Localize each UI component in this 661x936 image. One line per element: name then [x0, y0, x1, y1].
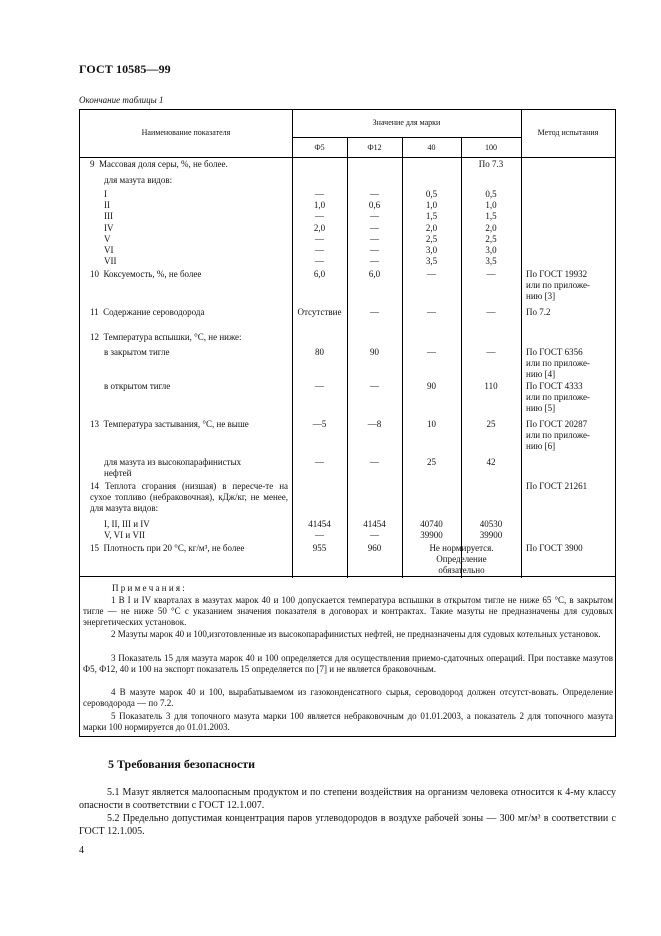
row-flash-closed-f5: 80 [315, 347, 324, 357]
note-5: 5 Показатель 3 для топочного мазута марки 100 является небраковочным до 01.01.2003, а показатель 2 для топочного мазута марки 100 нормируется до 01.01.2003. [83, 711, 613, 732]
specification-table [79, 109, 616, 577]
row-heat-100: 40530 39900 [479, 519, 503, 540]
sulfur-values-100: 0,5 1,0 1,5 2,0 2,5 3,0 3,5 [485, 189, 497, 267]
row-flash-closed-f12: 90 [370, 347, 379, 357]
row-pour-method: По ГОСТ 20287 или по приложе- нию [6] [526, 419, 590, 451]
note-4: 4 В мазуте марок 40 и 100, вырабатываемом из газоконденсатного сырья, сероводород должен отсутст-вовать. Определение сероводорода — по 7.2. [83, 687, 613, 708]
row-sulfur-name: 9 Массовая доля серы, %, не более. [90, 159, 228, 169]
header-grade-40: 40 [427, 143, 436, 152]
row-coke-name: 10 Коксуемость, %, не более [90, 269, 202, 279]
sulfur-values-f12: — 0,6 — — — — — [368, 189, 381, 267]
header-values-group: Значение для марки [372, 118, 441, 127]
row-density-method: По ГОСТ 3900 [526, 543, 583, 553]
row-flash-closed-40: — [427, 347, 436, 357]
row-flash-open-40: 90 [427, 381, 436, 391]
paragraph-5-2: 5.2 Предельно допустимая концентрация паров углеводородов в воздухе рабочей зоны — 300 мг/м³ в соответствии с ГОСТ 12.1.005. [79, 813, 616, 837]
row-coke-40: — [427, 269, 436, 279]
row-heat-40: 40740 39900 [420, 519, 443, 540]
paragraph-5-1: 5.1 Мазут является малоопасным продуктом и по степени воздействия на организм человека относится к 4-му классу опасности в соответствии с ГОСТ 12.1.007. [79, 787, 616, 811]
row-pour-name: 13 Температура застывания, °С, не выше [90, 419, 249, 429]
sulfur-values-40: 0,5 1,0 1,5 2,0 2,5 3,0 3,5 [425, 189, 438, 267]
page-number: 4 [79, 845, 84, 856]
row-pour-paraffin-40: 25 [427, 457, 436, 467]
section-title: 5 Требования безопасности [108, 757, 256, 771]
row-heat-kinds-2: V, VI и VII [104, 530, 145, 540]
row-coke-method: По ГОСТ 19932 или по приложе- нию [3] [526, 269, 590, 301]
row-flash-closed-100: — [486, 347, 496, 357]
row-pour-40: 10 [427, 419, 436, 429]
table-vline [521, 110, 522, 578]
row-h2s-40: — [427, 307, 436, 317]
row-flash-open-100: 110 [484, 381, 498, 391]
row-pour-paraffin-f5: — [315, 457, 324, 467]
table-hline [80, 157, 615, 158]
row-sulfur-subtitle: для мазута видов: [104, 175, 173, 185]
row-coke-f12: 6,0 [368, 269, 381, 279]
row-heat-name: 14 Теплота сгорания (низшая) в пересче-те на сухое топливо (небраковочная), кДж/кг, не менее, для мазута видов: [90, 481, 288, 513]
row-h2s-method: По 7.2 [526, 307, 551, 317]
header-test-method: Метод испытания [537, 128, 599, 137]
row-pour-paraffin-f12: — [370, 457, 379, 467]
table-hline [292, 137, 521, 138]
row-h2s-f12: — [370, 307, 379, 317]
row-pour-f12: —8 [367, 419, 382, 429]
row-pour-100: 25 [486, 419, 496, 429]
notes-heading: П р и м е ч а н и я : [112, 583, 185, 593]
row-density-name: 15 Плотность при 20 °С, кг/м³, не более [90, 543, 245, 553]
note-2: 2 Мазуты марок 40 и 100,изготовленные из высокопарафинистых нефтей, не предназначены для судовых котельных установок. [111, 629, 601, 639]
row-heat-kinds-1: I, II, III и IV [104, 519, 150, 529]
note-1: 1 В I и IV кварталах в мазутах марок 40 и 100 допускается температура вспышки в открытом тигле не ниже 65 °С, в закрытом тигле — не ниже 50 °С с указанием значения показателя в договорах и контрактах. Такие мазуты не предназначены для судовых энергетических установок. [83, 595, 613, 627]
sulfur-values-f5: — 1,0 — 2,0 — — — [313, 189, 326, 267]
row-flash-closed-method: По ГОСТ 6356 или по приложе- нию [4] [526, 347, 590, 379]
note-3: 3 Показатель 15 для мазута марок 40 и 100 определяется для осуществления приемо-сдаточных операций. При поставке мазутов Ф5, Ф12, 40 и 100 на экспорт показатель 15 определяется по [7] и не является браковочным. [83, 653, 613, 674]
row-h2s-name: 11 Содержание сероводорода [90, 307, 205, 317]
header-grade-100: 100 [485, 143, 497, 152]
table-vline [292, 110, 293, 578]
row-coke-f5: 6,0 [313, 269, 326, 279]
row-heat-method: По ГОСТ 21261 [526, 481, 588, 491]
row-flash-open-method: По ГОСТ 4333 или по приложе- нию [5] [526, 381, 590, 413]
table-caption: Окончание таблицы 1 [79, 95, 164, 105]
row-pour-f5: —5 [312, 419, 327, 429]
row-flash-open-f12: — [370, 381, 379, 391]
row-sulfur-method: По 7.3 [478, 159, 504, 169]
table-notes [79, 577, 616, 737]
document-header: ГОСТ 10585—99 [79, 62, 171, 76]
row-pour-paraffin-name: для мазута из высокопарафинистых нефтей [104, 457, 242, 478]
row-density-f5: 955 [312, 543, 327, 553]
row-flash-closed-name: в закрытом тигле [104, 347, 170, 357]
row-h2s-100: — [486, 307, 496, 317]
header-grade-f5: Ф5 [314, 143, 325, 152]
row-coke-100: — [486, 269, 496, 279]
row-density-f12: 960 [367, 543, 382, 553]
row-heat-f5: 41454 — [308, 519, 331, 540]
row-flash-open-f5: — [315, 381, 324, 391]
header-parameter-name: Наименование показателя [141, 128, 231, 137]
row-density-40-100: Не нормируется. Определение обязательно [429, 543, 494, 575]
header-grade-f12: Ф12 [367, 143, 382, 152]
row-flash-open-name: в открытом тигле [104, 381, 171, 391]
row-flash-name: 12 Температура вспышки, °С, не ниже: [90, 332, 242, 342]
sulfur-kinds-list: I II III IV V VI VII [104, 189, 117, 267]
row-heat-f12: 41454 — [363, 519, 386, 540]
row-pour-paraffin-100: 42 [486, 457, 496, 467]
row-h2s-f5: Отсутствие [297, 307, 342, 317]
